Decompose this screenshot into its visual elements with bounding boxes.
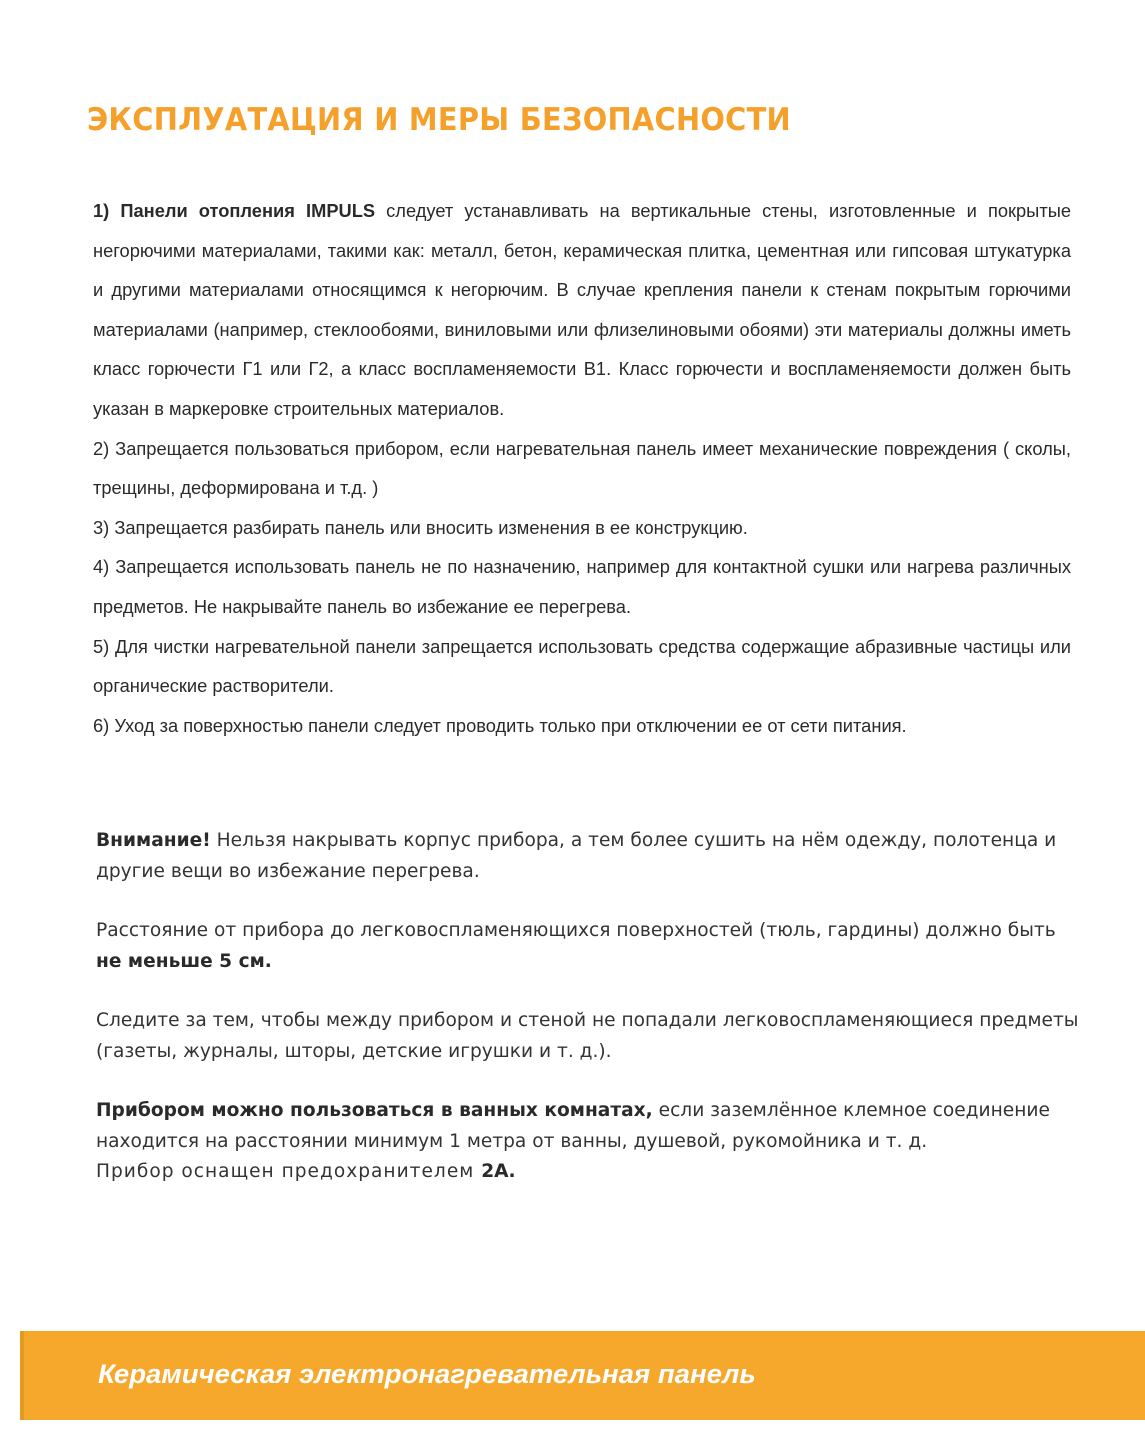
- bathroom-text: если заземлённое клемное соединение находится на расстоянии минимум 1 метра от ванны, душевой, рукомойника и т. д.: [96, 1100, 1050, 1152]
- bathroom-note: [96, 1096, 1086, 1188]
- notes-section: [96, 826, 1086, 1188]
- rule-item: [93, 191, 1071, 429]
- rule-bold: 1) Панели отопления IMPULS: [93, 200, 376, 221]
- footer-banner: [20, 1331, 1145, 1420]
- attention-note: [96, 826, 1086, 887]
- banner-text: Керамическая электронагревательная панель: [98, 1359, 756, 1389]
- attention-text: Нельзя накрывать корпус прибора, а тем более сушить на нём одежду, полотенца и другие вещи во избежание перегрева.: [96, 830, 1057, 882]
- fuse-text: Прибор оснащен предохранителем: [96, 1161, 482, 1182]
- attention-label: Внимание!: [96, 830, 211, 851]
- rule-text: следует устанавливать на вертикальные стены, изготовленные и покрытые негорючими материалами, такими как: металл, бетон, керамическая плитка, цементная или гипсовая штукатурка и другими материалами относящимся к негорючим. В случае крепления панели к стенам покрытым горючими материалами (например, стеклообоями, виниловыми или флизелиновыми обоями) эти материалы должны иметь класс горючести Г1 или Г2, а класс воспламеняемости В1. Класс горючести и воспламеняемости должен быть указан в маркеровке строительных материалов.: [93, 200, 1071, 419]
- distance-note: [96, 916, 1086, 977]
- rule-item: 5) Для чистки нагревательной панели запрещается использовать средства содержащие абразивные частицы или органические растворители.: [93, 635, 1071, 697]
- safety-rules-list: [93, 191, 1071, 745]
- rule-item: 2) Запрещается пользоваться прибором, если нагревательная панель имеет механические повреждения ( сколы, трещины, деформирована и т.д. ): [93, 437, 1071, 499]
- rule-item: 4) Запрещается использовать панель не по назначению, например для контактной сушки или нагрева различных предметов. Не накрывайте панель во избежание ее перегрева.: [93, 556, 1071, 617]
- wall-note: Следите за тем, чтобы между прибором и стеной не попадали легковоспламеняющиеся предметы (газеты, журналы, шторы, детские игрушки и т. д.).: [96, 1010, 1079, 1062]
- rule-item: 3) Запрещается разбирать панель или вносить изменения в ее конструкцию.: [93, 516, 748, 538]
- rule-item: 6) Уход за поверхностью панели следует проводить только при отключении ее от сети питания.: [93, 714, 907, 736]
- page-title: ЭКСПЛУАТАЦИЯ И МЕРЫ БЕЗОПАСНОСТИ: [87, 102, 791, 138]
- bathroom-label: Прибором можно пользоваться в ванных комнатах,: [96, 1100, 653, 1121]
- distance-text: Расстояние от прибора до легковоспламеняющихся поверхностей (тюль, гардины) должно быть: [96, 920, 1056, 941]
- distance-value: не меньше 5 см.: [96, 950, 272, 972]
- fuse-value: 2А.: [481, 1161, 516, 1182]
